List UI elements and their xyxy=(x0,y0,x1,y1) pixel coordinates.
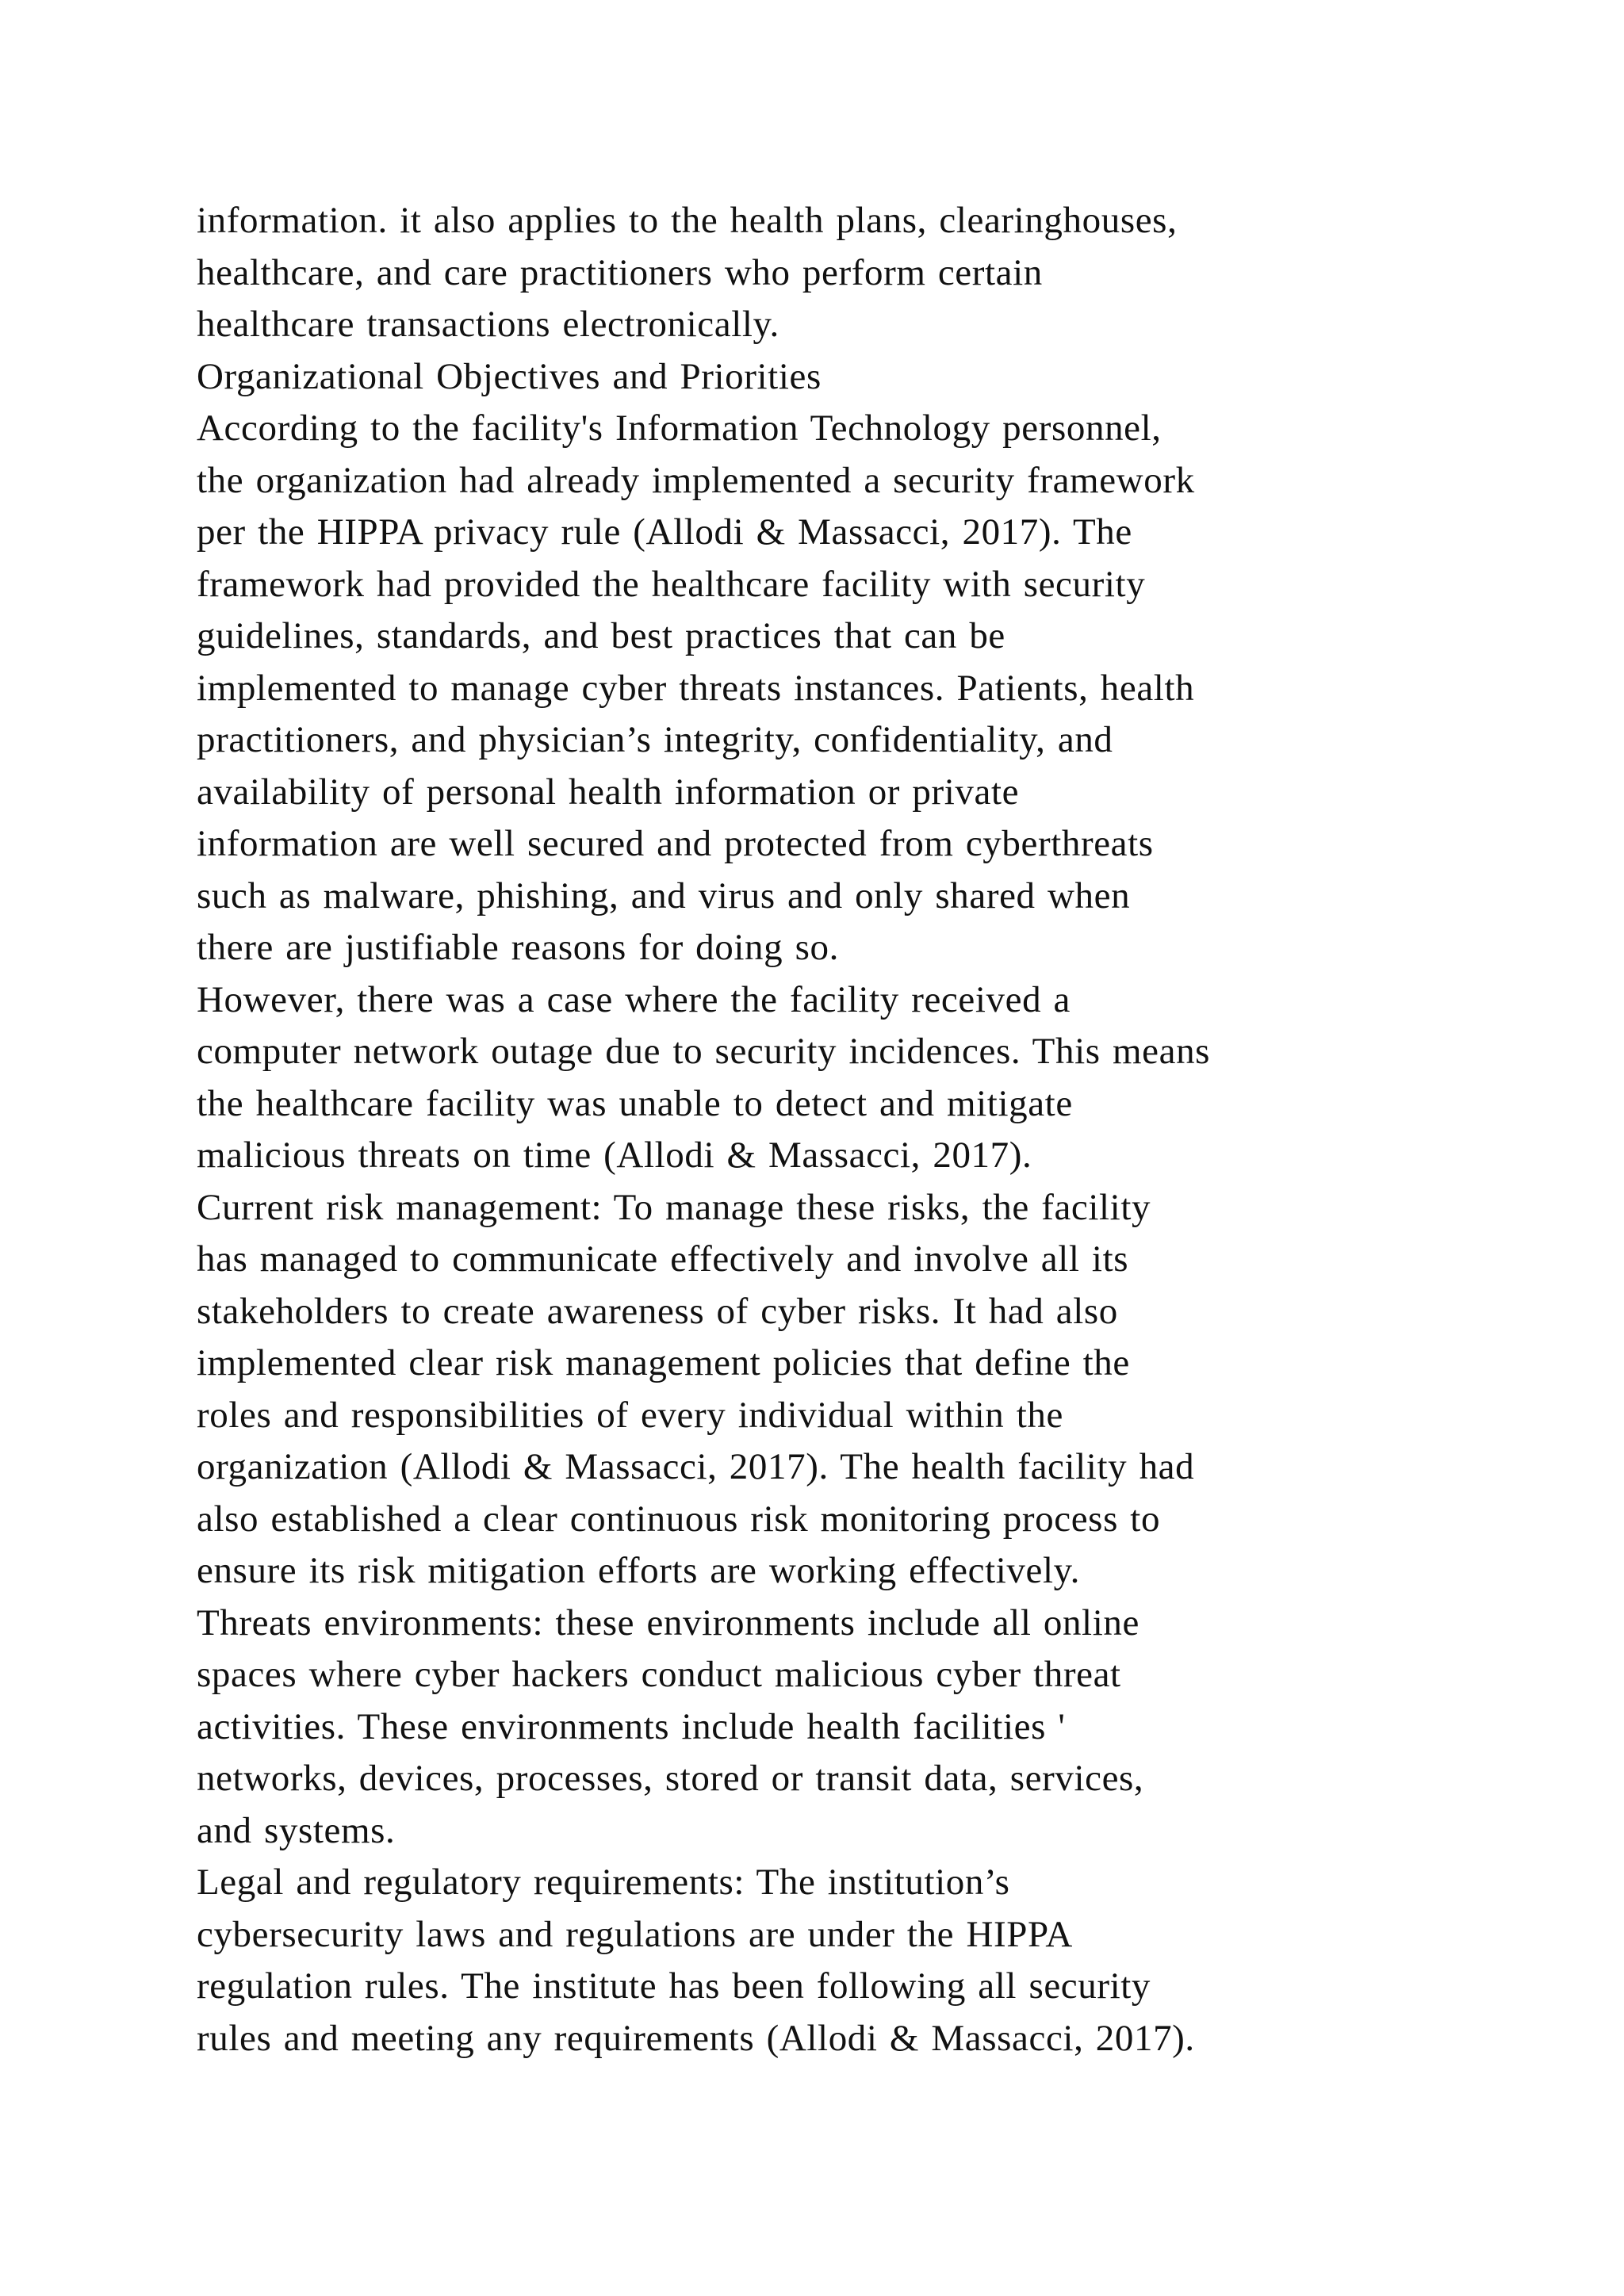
text-line: computer network outage due to security incidences. This means xyxy=(197,1031,1211,1072)
text-line: organization (Allodi & Massacci, 2017). The health facility had xyxy=(197,1446,1195,1487)
text-line: guidelines, standards, and best practices that can be xyxy=(197,615,1005,656)
text-line: spaces where cyber hackers conduct malicious cyber threat xyxy=(197,1654,1121,1695)
text-line: activities. These environments include health facilities ' xyxy=(197,1705,1066,1747)
text-line: roles and responsibilities of every individual within the xyxy=(197,1394,1063,1436)
text-line: also established a clear continuous risk monitoring process to xyxy=(197,1498,1161,1540)
text-line: ensure its risk mitigation efforts are working effectively. xyxy=(197,1550,1081,1591)
text-line: Legal and regulatory requirements: The institution’s xyxy=(197,1862,1010,1903)
text-line: malicious threats on time (Allodi & Massacci, 2017). xyxy=(197,1135,1032,1176)
text-line: there are justifiable reasons for doing so. xyxy=(197,927,839,968)
text-line: such as malware, phishing, and virus and only shared when xyxy=(197,874,1131,916)
text-line: networks, devices, processes, stored or transit data, services, xyxy=(197,1758,1144,1799)
text-line: However, there was a case where the facility received a xyxy=(197,978,1071,1020)
text-line: practitioners, and physician’s integrity, confidentiality, and xyxy=(197,719,1113,760)
text-line: information are well secured and protected from cyberthreats xyxy=(197,823,1154,864)
text-line: availability of personal health information or private xyxy=(197,771,1020,813)
text-line: rules and meeting any requirements (Allodi & Massacci, 2017). xyxy=(197,2017,1195,2059)
text-line: cybersecurity laws and regulations are under the HIPPA xyxy=(197,1913,1073,1955)
text-line: According to the facility's Information Technology personnel, xyxy=(197,408,1162,449)
text-line: stakeholders to create awareness of cyber risks. It had also xyxy=(197,1290,1118,1332)
text-line: framework had provided the healthcare facility with security xyxy=(197,563,1146,605)
text-line: healthcare transactions electronically. xyxy=(197,304,779,345)
text-line: and systems. xyxy=(197,1809,396,1851)
document-body xyxy=(197,195,1481,2064)
text-line: information. it also applies to the health plans, clearinghouses, xyxy=(197,200,1178,241)
text-line: regulation rules. The institute has been following all security xyxy=(197,1965,1151,2007)
section-heading: Organizational Objectives and Priorities xyxy=(197,355,822,397)
text-line: the healthcare facility was unable to detect and mitigate xyxy=(197,1082,1073,1124)
text-line: implemented to manage cyber threats instances. Patients, health xyxy=(197,667,1195,709)
text-line: healthcare, and care practitioners who perform certain xyxy=(197,251,1043,293)
text-line: the organization had already implemented a security framework xyxy=(197,459,1195,501)
text-line: Threats environments: these environments include all online xyxy=(197,1601,1139,1644)
text-line: Current risk management: To manage these risks, the facility xyxy=(197,1186,1151,1228)
text-line: has managed to communicate effectively and involve all its xyxy=(197,1238,1129,1280)
text-line: per the HIPPA privacy rule (Allodi & Massacci, 2017). The xyxy=(197,511,1132,553)
text-line: implemented clear risk management policies that define the xyxy=(197,1342,1130,1383)
